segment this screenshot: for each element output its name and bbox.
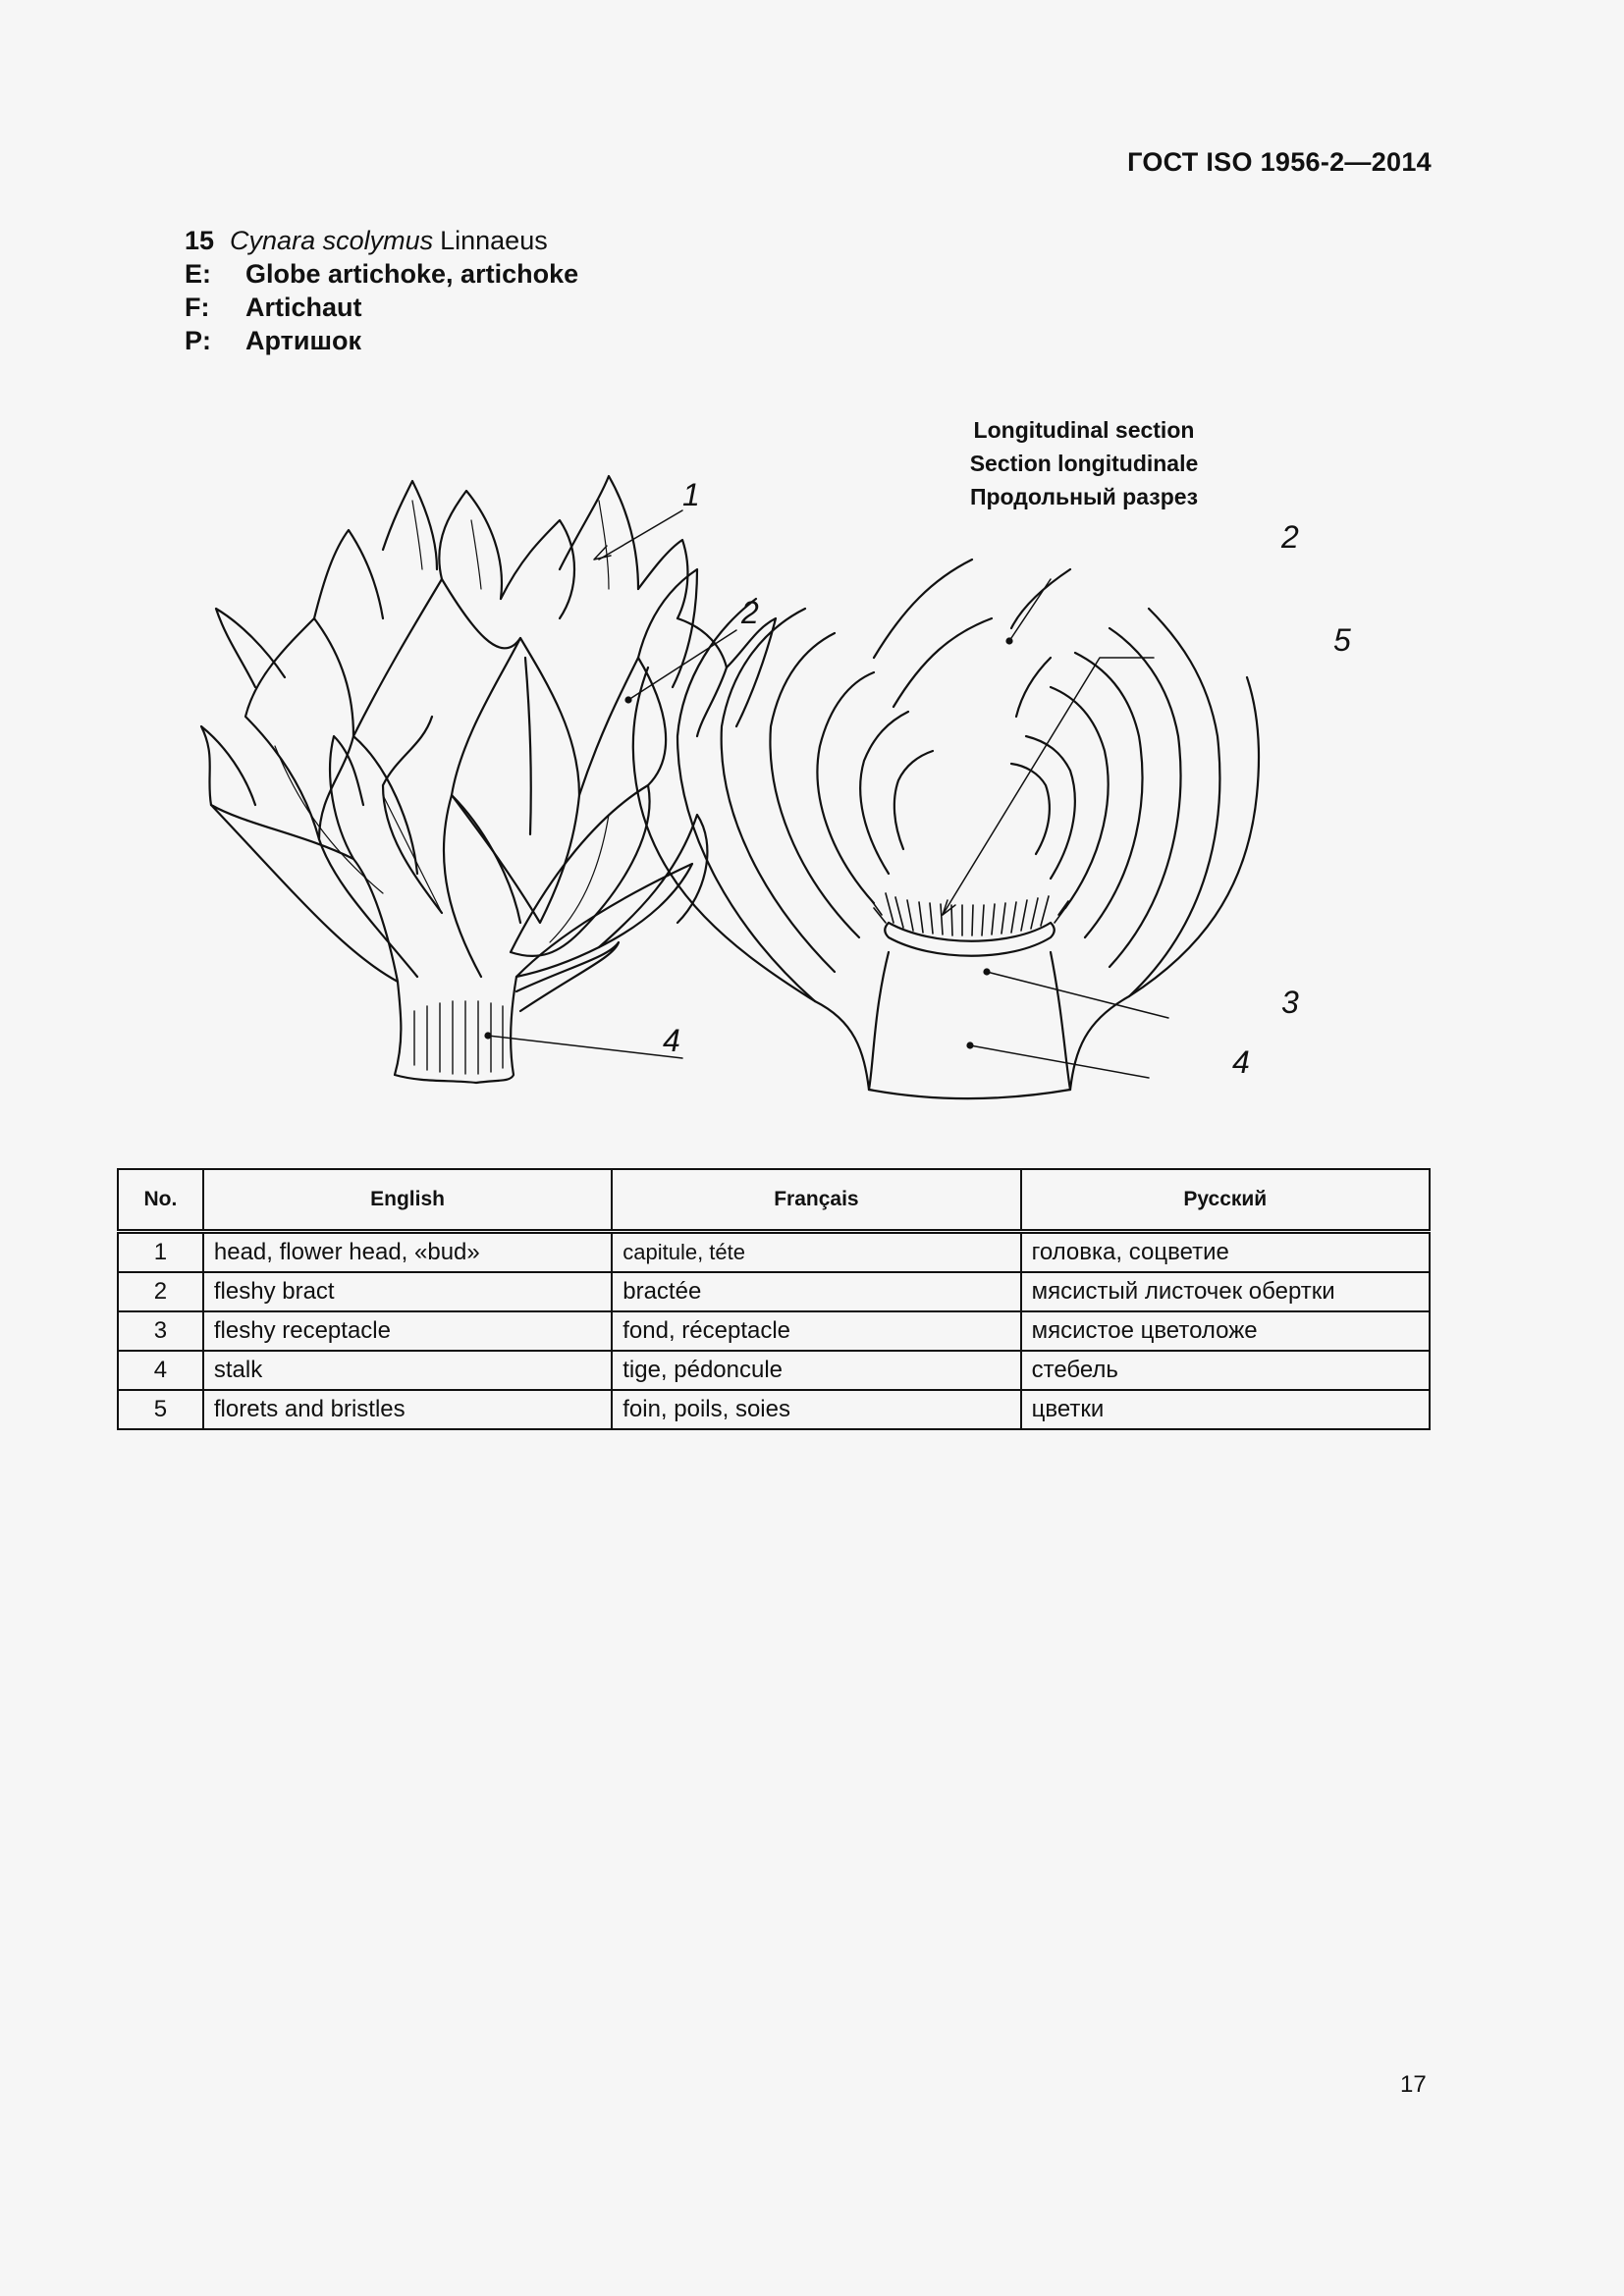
callout-label: 2	[1281, 519, 1299, 555]
artichoke-section-illustration	[633, 560, 1259, 1098]
cell-french: capitule, téte	[612, 1232, 1020, 1273]
table-row	[118, 1351, 1430, 1390]
cell-french: fond, réceptacle	[612, 1311, 1020, 1351]
document-code: ГОСТ ISO 1956-2—2014	[1127, 147, 1432, 177]
callout-label: 5	[1333, 622, 1351, 658]
language-key: E:	[185, 259, 211, 289]
language-key: F:	[185, 293, 210, 322]
cell-french: bractée	[612, 1272, 1020, 1311]
cell-number: 4	[118, 1351, 203, 1390]
cell-russian: мясистое цветоложе	[1021, 1311, 1430, 1351]
cell-russian: цветки	[1021, 1390, 1430, 1429]
table-row	[118, 1311, 1430, 1351]
cell-number: 2	[118, 1272, 203, 1311]
table-row	[118, 1272, 1430, 1311]
cell-number: 5	[118, 1390, 203, 1429]
common-name: Артишок	[245, 326, 361, 355]
column-header-english: English	[203, 1169, 612, 1232]
cell-english: stalk	[203, 1351, 612, 1390]
species-latin-name: Cynara scolymus	[230, 226, 434, 255]
species-number: 15	[185, 226, 215, 255]
cell-russian: головка, соцветие	[1021, 1232, 1430, 1273]
artichoke-figure	[187, 461, 1394, 1109]
language-key: P:	[185, 326, 211, 355]
page-number: 17	[1400, 2071, 1427, 2098]
callout-label: 3	[1281, 985, 1299, 1020]
terms-table	[117, 1168, 1431, 1430]
table-row	[118, 1232, 1430, 1273]
cell-english: head, flower head, «bud»	[203, 1232, 612, 1273]
cell-russian: мясистый листочек обертки	[1021, 1272, 1430, 1311]
species-author: Linnaeus	[440, 226, 548, 255]
species-latin-row	[185, 224, 578, 257]
table-header-row	[118, 1169, 1430, 1232]
cell-number: 3	[118, 1311, 203, 1351]
caption-line: Longitudinal section	[973, 417, 1195, 443]
species-name-russian	[185, 324, 578, 357]
table-row	[118, 1390, 1430, 1429]
column-header-number: No.	[118, 1169, 203, 1232]
species-name-english	[185, 257, 578, 291]
caption-line: Продольный разрез	[969, 484, 1199, 509]
callout-label: 4	[1232, 1044, 1250, 1080]
cell-english: fleshy bract	[203, 1272, 612, 1311]
species-name-french	[185, 291, 578, 324]
cell-english: fleshy receptacle	[203, 1311, 612, 1351]
callout-label: 1	[682, 477, 700, 512]
common-name: Globe artichoke, artichoke	[245, 259, 579, 289]
callout-label: 2	[741, 595, 759, 630]
cell-french: tige, pédoncule	[612, 1351, 1020, 1390]
species-heading	[185, 224, 578, 357]
caption-line: Section longitudinale	[969, 451, 1199, 476]
cell-english: florets and bristles	[203, 1390, 612, 1429]
common-name: Artichaut	[245, 293, 362, 322]
artichoke-whole-illustration	[201, 476, 776, 1083]
column-header-russian: Русский	[1021, 1169, 1430, 1232]
callout-label: 4	[663, 1023, 680, 1058]
cell-number: 1	[118, 1232, 203, 1273]
cell-russian: стебель	[1021, 1351, 1430, 1390]
cell-french: foin, poils, soies	[612, 1390, 1020, 1429]
column-header-french: Français	[612, 1169, 1020, 1232]
